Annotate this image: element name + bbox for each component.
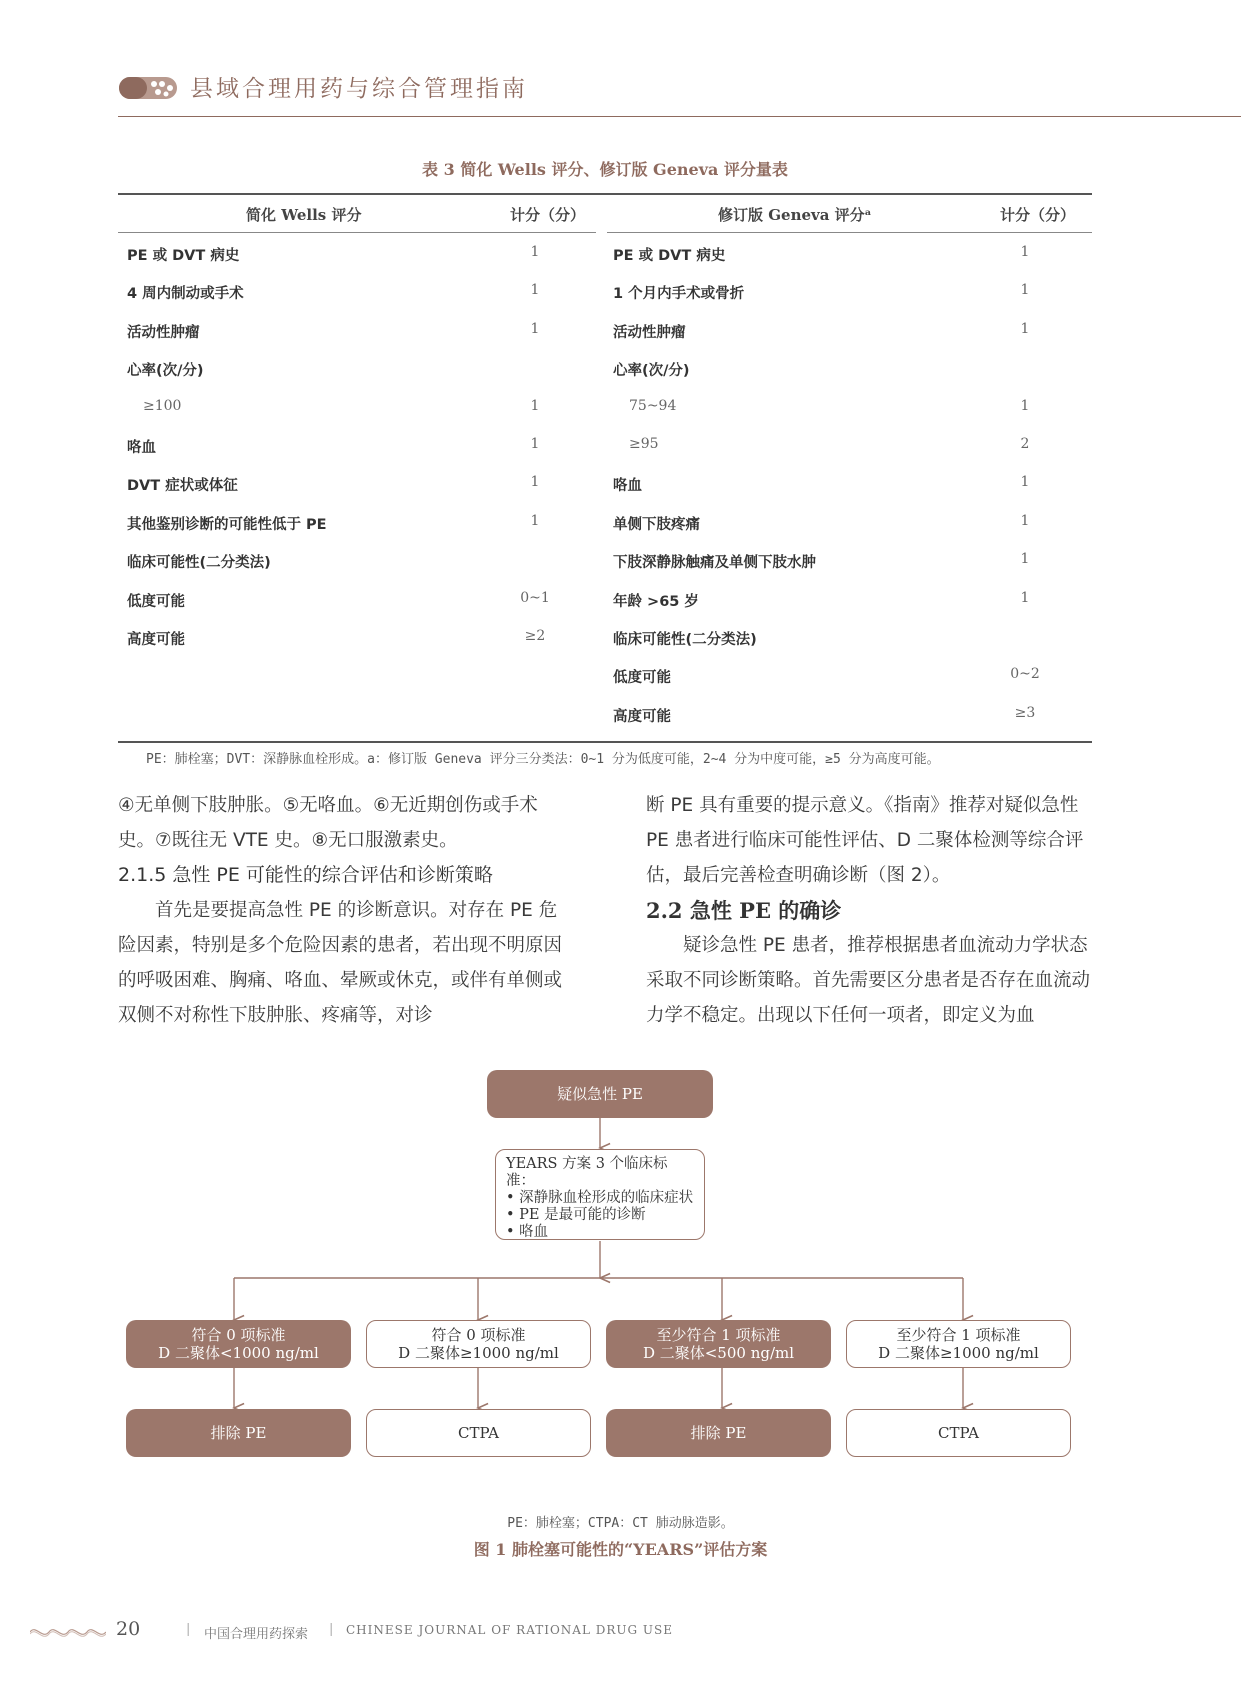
flow-result-4 — [846, 1409, 1071, 1457]
table-cell-item: 低度可能 — [613, 670, 671, 687]
table-cell-score: 1 — [530, 512, 540, 529]
result-label: 排除 PE — [690, 1424, 747, 1442]
table-cell-item: PE 或 DVT 病史 — [127, 248, 240, 264]
table-cell-item: DVT 症状或体征 — [127, 478, 238, 495]
table-cell-item: 4 周内制动或手术 — [127, 286, 244, 303]
branch-line-1: 至少符合 1 项标准 — [896, 1326, 1021, 1344]
flow-branch-4 — [846, 1320, 1071, 1368]
right-header-item: 修订版 Geneva 评分ᵃ — [718, 206, 872, 224]
table-cell-item: 下肢深静脉触痛及单侧下肢水肿 — [613, 555, 816, 572]
branch-line-1: 至少符合 1 项标准 — [656, 1326, 781, 1344]
table-cell-score: 1 — [1020, 512, 1030, 529]
branch-line-1: 符合 0 项标准 — [431, 1326, 526, 1344]
table-cell-item: ≥95 — [629, 436, 659, 452]
flow-branch-2 — [366, 1320, 591, 1368]
flow-box-suspected-pe — [487, 1070, 713, 1118]
table-cell-score: 1 — [530, 436, 540, 452]
table-cell-score: 1 — [1020, 551, 1030, 568]
table-cell-item: ≥100 — [143, 397, 182, 414]
table-cell-item: 心率(次/分) — [127, 363, 204, 380]
page-footer — [30, 1618, 730, 1648]
right-header-score: 计分（分） — [1000, 206, 1076, 224]
branch-line-2: D 二聚体≥1000 ng/ml — [878, 1344, 1039, 1362]
table-cell-item: 其他鉴别诊断的可能性低于 PE — [127, 516, 327, 533]
table-cell-score: 1 — [530, 474, 540, 491]
branch-line-2: D 二聚体≥1000 ng/ml — [398, 1344, 559, 1362]
figure-caption: 图 1 肺栓塞可能性的“YEARS”评估方案 — [473, 1540, 768, 1559]
wave-ornament-icon — [30, 1624, 106, 1640]
header-title: 县域合理用药与综合管理指南 — [190, 76, 528, 102]
criteria-item: • 深静脉血栓形成的临床症状 — [506, 1190, 694, 1206]
table-cell-score: 0~1 — [520, 589, 550, 606]
criteria-item: • PE 是最可能的诊断 — [506, 1207, 646, 1223]
branch-line-2: D 二聚体<1000 ng/ml — [158, 1344, 319, 1362]
table-cell-item: 高度可能 — [127, 632, 185, 648]
right-paragraph-2: 疑诊急性 PE 患者，推荐根据患者血流动力学状态采取不同诊断策略。首先需要区分患者是否存在血流动力学不稳定。出现以下任何一项者，即定义为血 — [646, 935, 1091, 1026]
table-cell-score: 2 — [1020, 436, 1030, 452]
result-label: CTPA — [937, 1424, 980, 1442]
branch-line-2: D 二聚体<500 ng/ml — [642, 1344, 795, 1362]
right-paragraph-1: 断 PE 具有重要的提示意义。《指南》推荐对疑似急性 PE 患者进行临床可能性评估、D 二聚体检测等综合评估，最后完善检查明确诊断（图 2）。 — [646, 795, 1084, 886]
table-cell-score: 1 — [1020, 397, 1030, 414]
flow-result-1 — [126, 1409, 351, 1457]
table-cell-item: 低度可能 — [127, 593, 185, 610]
flow-box-years-criteria — [495, 1149, 705, 1240]
result-label: CTPA — [457, 1424, 500, 1442]
table-cell-score: 1 — [530, 244, 540, 260]
left-header-item: 简化 Wells 评分 — [246, 206, 362, 224]
table-cell-item: 活动性肿瘤 — [127, 324, 200, 341]
footer-separator: | — [329, 1622, 334, 1637]
flow-box-suspected-pe-label: 疑似急性 PE — [557, 1085, 643, 1103]
figure-note: PE：肺栓塞；CTPA：CT 肺动脉造影。 — [507, 1516, 734, 1531]
table-cell-score: 1 — [1020, 244, 1030, 260]
table-cell-item: 1 个月内手术或骨折 — [613, 286, 745, 303]
left-header-score: 计分（分） — [510, 206, 586, 224]
table-cell-item: 高度可能 — [613, 708, 671, 725]
table-cell-score: 0~2 — [1010, 666, 1040, 683]
flow-result-2 — [366, 1409, 591, 1457]
table-caption: 表 3 简化 Wells 评分、修订版 Geneva 评分量表 — [422, 160, 788, 179]
criteria-item: • 咯血 — [506, 1224, 549, 1240]
branch-line-1: 符合 0 项标准 — [191, 1326, 286, 1344]
table-cell-item: 75~94 — [629, 397, 677, 414]
left-paragraph-2: 首先是要提高急性 PE 的诊断意识。对存在 PE 危险因素，特别是多个危险因素的患者，若出现不明原因的呼吸困难、胸痛、咯血、晕厥或休克，或伴有单侧或双侧不对称性下肢肿胀、疼痛等，对诊 — [118, 900, 563, 1026]
flow-branch-3 — [606, 1320, 831, 1368]
table-cell-item: 年龄 >65 岁 — [613, 593, 699, 610]
table-cell-score: 1 — [530, 320, 540, 337]
table-cell-item: 单侧下肢疼痛 — [613, 516, 700, 533]
table-cell-item: 心率(次/分) — [613, 363, 690, 380]
result-label: 排除 PE — [210, 1424, 267, 1442]
table-cell-score: 1 — [1020, 589, 1030, 606]
left-paragraph-1: ④无单侧下肢肿胀。⑤无咯血。⑥无近期创伤或手术史。⑦既往无 VTE 史。⑧无口服激素史。 — [118, 795, 538, 851]
journal-name-en: CHINESE JOURNAL OF RATIONAL DRUG USE — [346, 1623, 674, 1637]
table-cell-score: 1 — [530, 282, 540, 299]
table-cell-item: 临床可能性(二分类法) — [127, 555, 271, 572]
table-cell-score: 1 — [1020, 320, 1030, 337]
table-cell-item: 咯血 — [613, 478, 642, 495]
criteria-title: YEARS 方案 3 个临床标准： — [506, 1156, 668, 1189]
table-cell-item: PE 或 DVT 病史 — [613, 248, 726, 264]
section-heading-2-1-5: 2.1.5 急性 PE 可能性的综合评估和诊断策略 — [118, 864, 493, 886]
table-cell-score: 1 — [1020, 282, 1030, 299]
table-cell-score: 1 — [1020, 474, 1030, 491]
table-cell-score: ≥2 — [524, 628, 546, 644]
table-note: PE：肺栓塞；DVT：深静脉血栓形成。a：修订版 Geneva 评分三分类法：0~1 分为低度可能，2~4 分为中度可能，≥5 分为高度可能。 — [146, 752, 940, 767]
table-cell-item: 临床可能性(二分类法) — [613, 632, 757, 648]
flow-branch-1 — [126, 1320, 351, 1368]
section-heading-2-2: 2.2 急性 PE 的确诊 — [646, 898, 842, 923]
page-number: 20 — [116, 1618, 141, 1640]
journal-name-cn: 中国合理用药探索 — [204, 1627, 309, 1642]
flow-result-3 — [606, 1409, 831, 1457]
footer-separator: | — [186, 1622, 191, 1637]
table-cell-item: 活动性肿瘤 — [613, 324, 686, 341]
table-cell-item: 咯血 — [127, 440, 156, 456]
table-cell-score: 1 — [530, 397, 540, 414]
table-cell-score: ≥3 — [1014, 704, 1036, 721]
